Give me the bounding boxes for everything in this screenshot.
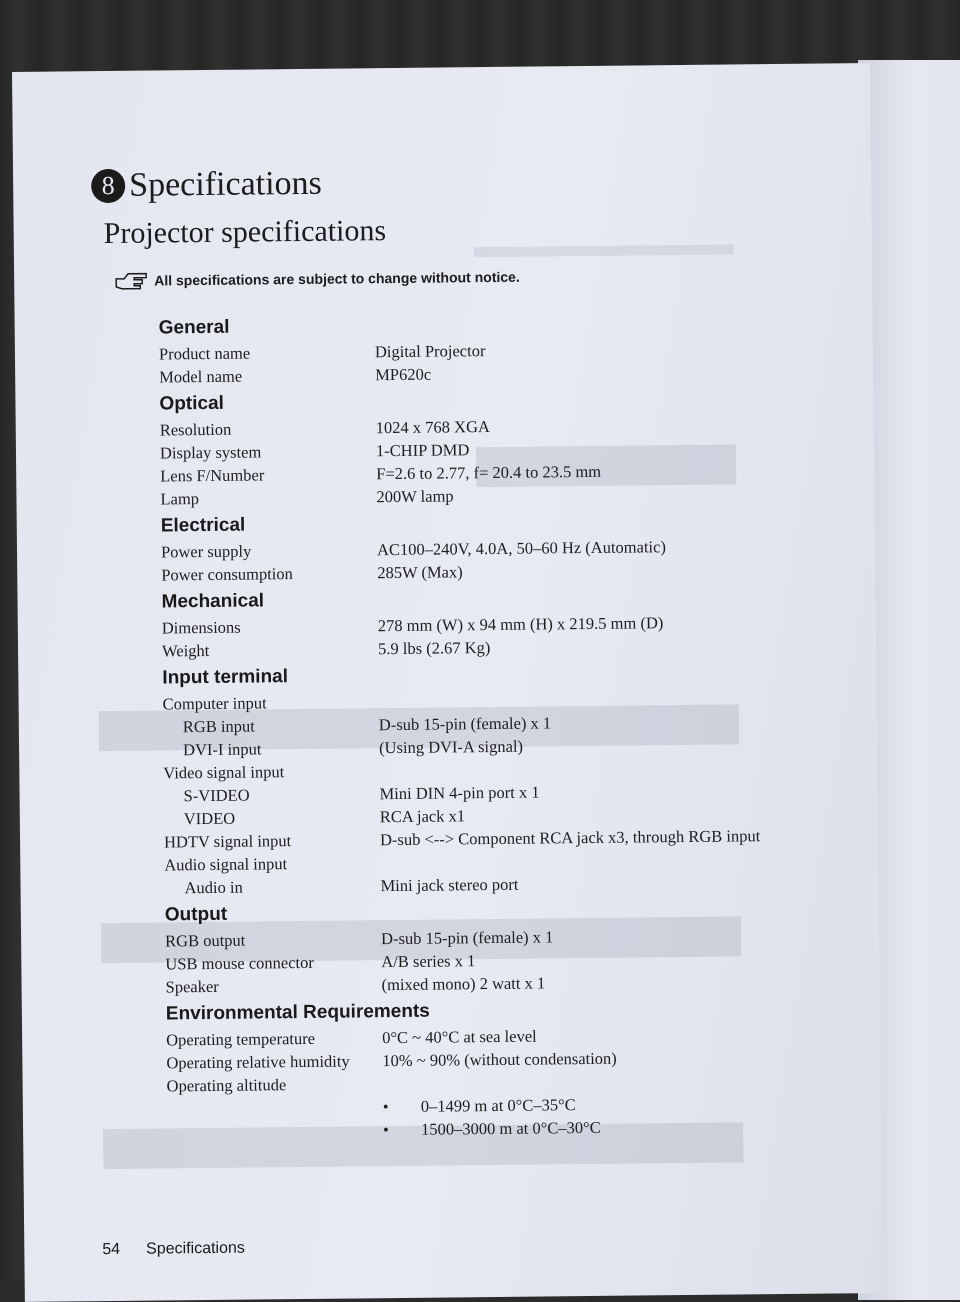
spec-label: Lens F/Number <box>160 465 265 486</box>
chapter-title-text: Specifications <box>128 164 323 204</box>
page-number: 54 <box>102 1240 121 1259</box>
spec-label: USB mouse connector <box>165 952 314 974</box>
spec-label: Audio signal input <box>164 854 288 875</box>
section-heading: General <box>158 316 230 339</box>
spec-value: Digital Projector <box>374 341 486 362</box>
section-heading: Environmental Requirements <box>165 1000 430 1025</box>
spec-label: Speaker <box>165 976 219 997</box>
spec-bullet-spacer <box>167 1095 383 1120</box>
spec-label: DVI-I input <box>183 739 262 760</box>
spec-bullet-text: 0–1499 m at 0°C–35°C <box>420 1095 576 1116</box>
spec-value: D-sub <--> Component RCA jack x3, through RGB input <box>379 826 761 850</box>
spec-label: Weight <box>161 640 210 661</box>
spec-bullet-text: 1500–3000 m at 0°C–30°C <box>420 1117 601 1139</box>
notice-text: All specifications are subject to change without notice. <box>154 268 520 289</box>
spec-value: 278 mm (W) x 94 mm (H) x 219.5 mm (D) <box>377 613 664 636</box>
bullet: • <box>382 1097 389 1117</box>
spec-label: Computer input <box>162 693 267 714</box>
spec-label: VIDEO <box>183 808 236 829</box>
spec-label: S-VIDEO <box>183 785 250 806</box>
spec-label: Audio in <box>184 877 243 898</box>
spec-value: F=2.6 to 2.77, f= 20.4 to 23.5 mm <box>376 461 602 484</box>
spec-value: D-sub 15-pin (female) x 1 <box>378 713 552 735</box>
spec-bullet-spacer <box>167 1118 383 1143</box>
footer-section: Specifications <box>146 1239 245 1258</box>
spec-value: AC100–240V, 4.0A, 50–60 Hz (Automatic) <box>376 537 666 560</box>
spec-value: Mini DIN 4-pin port x 1 <box>379 782 540 804</box>
section-heading: Electrical <box>160 514 246 537</box>
manual-page <box>12 63 883 1302</box>
chapter-title <box>91 165 322 205</box>
spec-label: RGB output <box>165 930 246 951</box>
page-title: Projector specifications <box>103 214 387 251</box>
spec-value: 5.9 lbs (2.67 Kg) <box>377 638 491 659</box>
spec-label: Lamp <box>160 489 200 509</box>
chapter-number-badge: 8 <box>91 169 125 203</box>
notice <box>114 267 520 291</box>
spec-value: 1024 x 768 XGA <box>375 417 490 438</box>
bullet: • <box>382 1120 389 1140</box>
spec-value: 1-CHIP DMD <box>375 440 470 461</box>
spec-label: Video signal input <box>163 762 285 783</box>
spec-value: 10% ~ 90% (without condensation) <box>382 1048 617 1071</box>
spec-value: Mini jack stereo port <box>380 874 519 896</box>
spec-label: Resolution <box>159 419 232 440</box>
section-heading: Optical <box>159 392 224 415</box>
spec-value: 0°C ~ 40°C at sea level <box>382 1026 537 1048</box>
spec-value: MP620c <box>375 364 432 385</box>
spec-label: Power consumption <box>161 564 293 585</box>
spec-label: Display system <box>159 442 262 463</box>
spec-value: A/B series x 1 <box>381 951 476 972</box>
spec-value: RCA jack x1 <box>379 806 466 827</box>
spec-label: Model name <box>159 366 243 387</box>
section-heading: Input terminal <box>162 666 289 689</box>
spec-label: RGB input <box>182 716 255 737</box>
section-heading: Output <box>164 903 228 926</box>
spec-label: HDTV signal input <box>163 831 292 852</box>
spec-value: D-sub 15-pin (female) x 1 <box>380 927 554 949</box>
spec-value <box>382 1067 846 1095</box>
spec-label: Product name <box>158 343 251 364</box>
page-footer <box>102 1240 245 1259</box>
spec-value: 200W lamp <box>376 486 454 507</box>
spec-label: Operating altitude <box>166 1075 287 1096</box>
specifications-list <box>159 305 848 1143</box>
pointing-hand-icon <box>114 271 150 291</box>
spec-label: Dimensions <box>161 617 241 638</box>
spec-label: Power supply <box>160 541 252 562</box>
spec-value: 285W (Max) <box>377 562 463 583</box>
spec-value: (Using DVI-A signal) <box>378 736 524 758</box>
section-heading: Mechanical <box>161 590 265 613</box>
spec-value: (mixed mono) 2 watt x 1 <box>381 973 546 995</box>
spec-label: Operating relative humidity <box>166 1051 350 1073</box>
spec-label: Operating temperature <box>166 1028 316 1050</box>
